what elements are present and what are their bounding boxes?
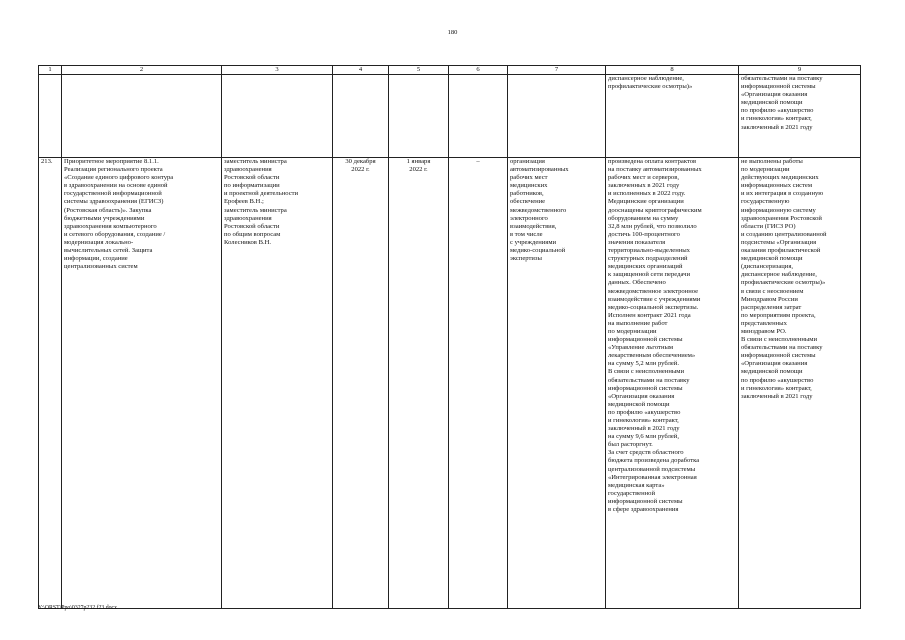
column-number: 2 — [62, 66, 222, 75]
column-number: 6 — [449, 66, 508, 75]
reasons-cell: не выполнены работы по модернизации действующих медицинских информационных систем и их интеграция в созданную государственную информационную систему здравоохранения Ростовской области (ГИСЗ РО) и созданию централизованной подсистемы «Организация оказания профилактической медицинской помощи (диспансеризация, диспансерное наблюдение, профилактические осмотры)» в связи с неосвоением Минздравом России распределения затрат по мероприятиям проекта, представленных минздравом РО. В связи с неисполненными обязательствами на поставку информационной системы «Организация оказания медицинской помощи по профилю «акушерство и гинекология» контракт, заключенный в 2021 году — [739, 158, 861, 609]
column-number: 7 — [508, 66, 606, 75]
empty-cell — [222, 75, 333, 158]
empty-cell — [39, 75, 62, 158]
report-table — [38, 65, 861, 609]
column-number: 8 — [606, 66, 739, 75]
actual-date-cell: 1 января 2022 г. — [389, 158, 449, 609]
footer-file-path: Y:\ORST\Ppo\0327p232.f23.docx — [38, 605, 118, 611]
column-number: 1 — [39, 66, 62, 75]
empty-cell — [389, 75, 449, 158]
empty-cell — [449, 75, 508, 158]
responsible-cell: заместитель министра здравоохранения Ростовской области по информатизации и проектной деятельности Ерофеев В.Н.; заместитель министра здравоохранения Ростовской области по общим вопросам Колесников В.Н. — [222, 158, 333, 609]
column-number-row — [39, 66, 861, 75]
expected-result-cell: организация автоматизированных рабочих мест медицинских работников, обеспечение межведомственного электронного взаимодействия, в том числе с учреждениями медико-социальной экспертизы — [508, 158, 606, 609]
row-number-cell: 213. — [39, 158, 62, 609]
reasons-cell: обязательствами на поставку информационной системы «Организация оказания медицинской помощи по профилю «акушерство и гинекология» контракт, заключенный в 2021 году — [739, 75, 861, 158]
planned-date-cell: 30 декабря 2022 г. — [333, 158, 389, 609]
actual-result-cell: произведена оплата контрактов на поставку автоматизированных рабочих мест и серверов, заключенных в 2021 году и исполненных в 2022 году. Медицинские организации дооснащены криптографическим оборудованием на сумму 32,8 млн рублей, что позволило достичь 100-процентного значения показателя территориально-выделенных структурных подразделений медицинских организаций к защищенной сети передачи данных. Обеспечено межведомственное электронное взаимодействие с учреждениями медико-социальной экспертизы. Исполнен контракт 2021 года на выполнение работ по модернизации информационной системы «Управление льготным лекарственным обеспечением» на сумму 5,2 млн рублей. В связи с неисполненными обязательствами на поставку информационной системы «Организация оказания медицинской помощи по профилю «акушерство и гинекология» контракт, заключенный в 2021 году на сумму 9,6 млн рублей, был расторгнут. За счет средств областного бюджета произведена доработка централизованной подсистемы «Интегрированная электронная медицинская карта» государственной информационной системы в сфере здравоохранения — [606, 158, 739, 609]
column-number: 5 — [389, 66, 449, 75]
dash-cell: – — [449, 158, 508, 609]
page-number: 180 — [447, 29, 458, 36]
table-row-213 — [39, 158, 861, 609]
column-number: 3 — [222, 66, 333, 75]
empty-cell — [62, 75, 222, 158]
empty-cell — [508, 75, 606, 158]
continuation-row — [39, 75, 861, 158]
column-number: 4 — [333, 66, 389, 75]
actual-result-cell: диспансерное наблюдение, профилактические осмотры)» — [606, 75, 739, 158]
empty-cell — [333, 75, 389, 158]
column-number: 9 — [739, 66, 861, 75]
event-cell: Приоритетное мероприятие 8.1.1. Реализация регионального проекта «Создание единого цифрового контура в здравоохранении на основе единой государственной информационной системы здравоохранения (ЕГИСЗ) (Ростовская область)». Закупка бюджетными учреждениями здравоохранения компьютерного и сетевого оборудования, создание / модернизация локально- вычислительных сетей. Защита информации, создание централизованных систем — [62, 158, 222, 609]
